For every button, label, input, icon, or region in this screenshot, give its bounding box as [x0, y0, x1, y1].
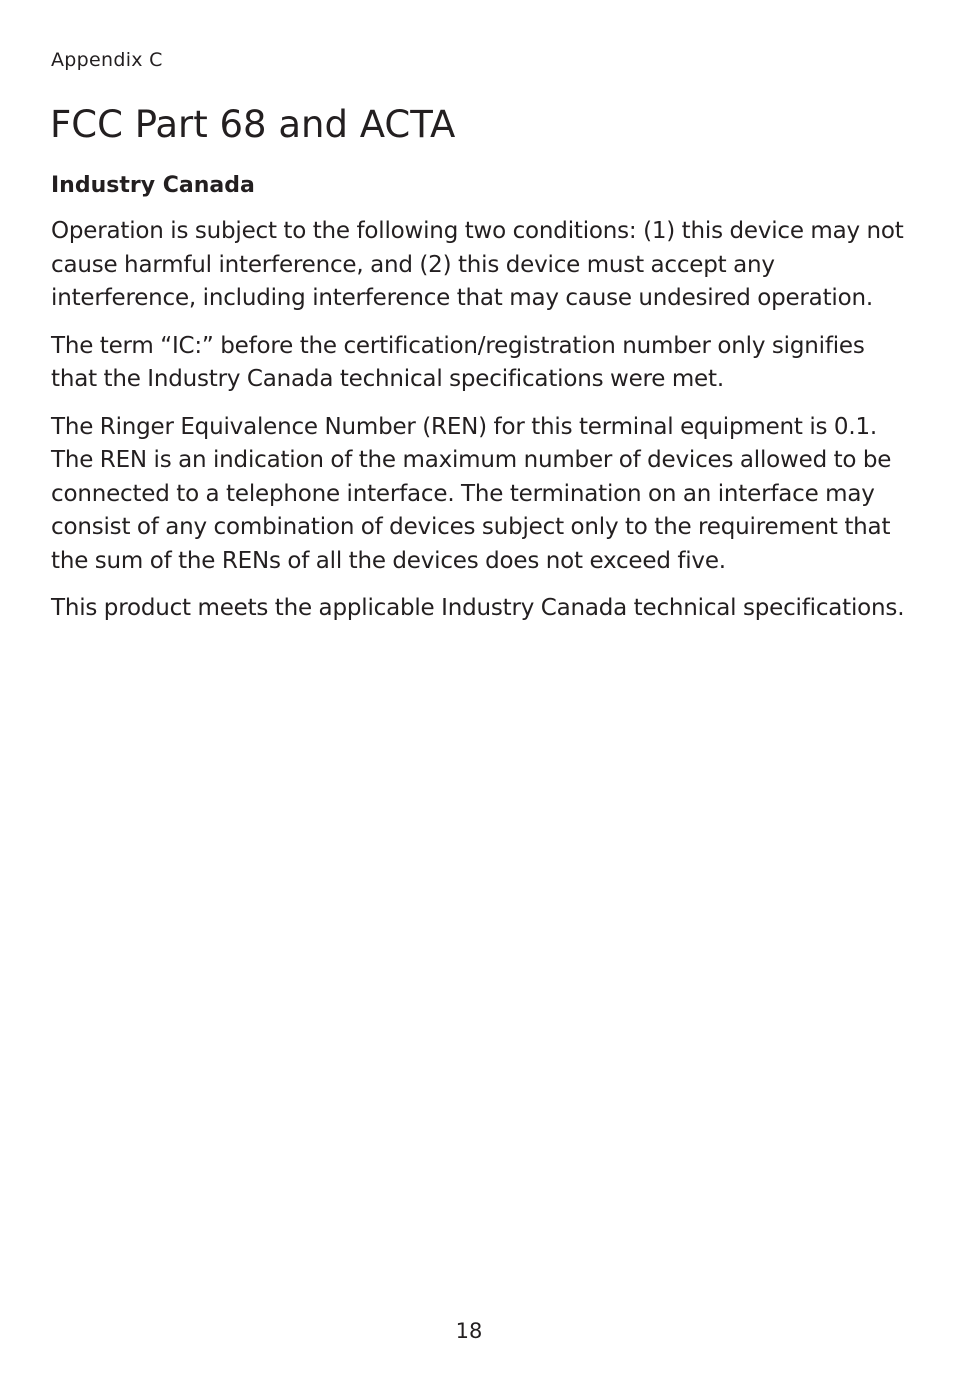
- paragraph-ic-term: The term “IC:” before the certification/registration number only signifies that the Industry Canada technical specifications were met.: [51, 332, 865, 392]
- running-header: Appendix C: [51, 49, 163, 71]
- paragraph-ren: The Ringer Equivalence Number (REN) for this terminal equipment is 0.1. The REN is an indication of the maximum number of devices allowed to be connected to a telephone interface. The termination on an interface may consist of any combination of devices subject only to the requirement that the sum of the RENs of all the devices does not exceed five.: [51, 413, 892, 574]
- page-title: FCC Part 68 and ACTA: [50, 103, 456, 146]
- section-industry-canada: [51, 169, 906, 640]
- page-number: 18: [455, 1319, 483, 1343]
- paragraph-operation-conditions: Operation is subject to the following two conditions: (1) this device may not cause harmful interference, and (2) this device must accept any interference, including interference that may cause undesired operation.: [51, 218, 904, 311]
- paragraph-compliance: This product meets the applicable Industry Canada technical specifications.: [51, 595, 905, 621]
- section-heading: Industry Canada: [51, 173, 255, 198]
